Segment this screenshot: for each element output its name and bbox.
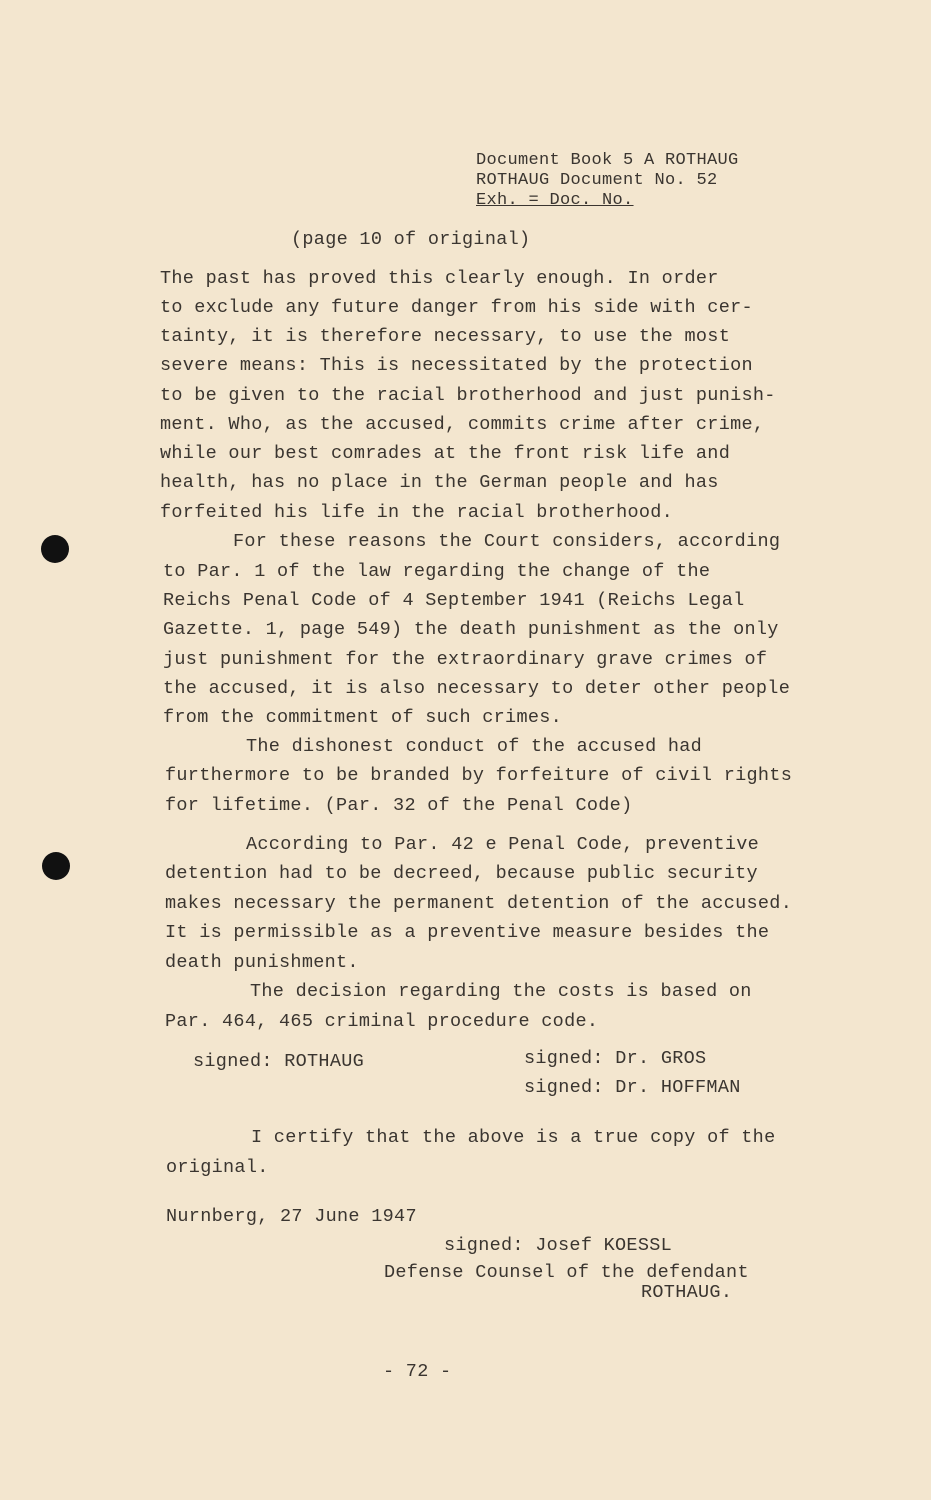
body-line: health, has no place in the German people and has	[160, 472, 719, 493]
body-line: while our best comrades at the front risk life and	[160, 443, 731, 464]
certify-line: I certify that the above is a true copy of the	[251, 1127, 776, 1148]
body-line: The decision regarding the costs is based on	[250, 981, 752, 1002]
body-line: death punishment.	[165, 952, 359, 973]
body-line: forfeited his life in the racial brotherhood.	[160, 502, 674, 523]
place-date: Nurnberg, 27 June 1947	[166, 1206, 417, 1227]
body-line: It is permissible as a preventive measure besides the	[165, 922, 770, 943]
body-line: The past has proved this clearly enough. In order	[160, 268, 719, 289]
signature-rothaug: signed: ROTHAUG	[193, 1051, 365, 1072]
header-exhibit-line: Exh. = Doc. No.	[476, 191, 634, 210]
counsel-defendant: ROTHAUG.	[641, 1282, 733, 1303]
signature-hoffman: signed: Dr. HOFFMAN	[524, 1077, 741, 1098]
body-line: to be given to the racial brotherhood and just punish-	[160, 385, 776, 406]
counsel-title: Defense Counsel of the defendant	[384, 1262, 749, 1283]
body-line: tainty, it is therefore necessary, to use the most	[160, 326, 731, 347]
header-document-number: ROTHAUG Document No. 52	[476, 171, 718, 190]
page-number: - 72 -	[383, 1361, 452, 1382]
header-book-line: Document Book 5 A ROTHAUG	[476, 151, 739, 170]
page-note: (page 10 of original)	[291, 229, 531, 250]
body-line: furthermore to be branded by forfeiture of civil rights	[165, 765, 793, 786]
body-line: for lifetime. (Par. 32 of the Penal Code)	[165, 795, 633, 816]
body-line: The dishonest conduct of the accused had	[246, 736, 703, 757]
body-line: detention had to be decreed, because public security	[165, 863, 758, 884]
body-line: Reichs Penal Code of 4 September 1941 (Reichs Legal	[163, 590, 745, 611]
body-line: For these reasons the Court considers, according	[233, 531, 781, 552]
body-line: from the commitment of such crimes.	[163, 707, 563, 728]
body-line: to exclude any future danger from his side with cer-	[160, 297, 753, 318]
body-line: severe means: This is necessitated by the protection	[160, 355, 753, 376]
body-line: just punishment for the extraordinary grave crimes of	[163, 649, 768, 670]
signature-gros: signed: Dr. GROS	[524, 1048, 707, 1069]
body-line: Par. 464, 465 criminal procedure code.	[165, 1011, 599, 1032]
body-line: to Par. 1 of the law regarding the change of the	[163, 561, 711, 582]
body-line: According to Par. 42 e Penal Code, preventive	[246, 834, 760, 855]
body-line: the accused, it is also necessary to deter other people	[163, 678, 791, 699]
body-line: ment. Who, as the accused, commits crime after crime,	[160, 414, 765, 435]
counsel-signed: signed: Josef KOESSL	[444, 1235, 673, 1256]
punch-hole-bottom	[42, 852, 70, 880]
body-line: Gazette. 1, page 549) the death punishment as the only	[163, 619, 779, 640]
body-line: makes necessary the permanent detention of the accused.	[165, 893, 793, 914]
punch-hole-top	[41, 535, 69, 563]
certify-line: original.	[166, 1157, 269, 1178]
